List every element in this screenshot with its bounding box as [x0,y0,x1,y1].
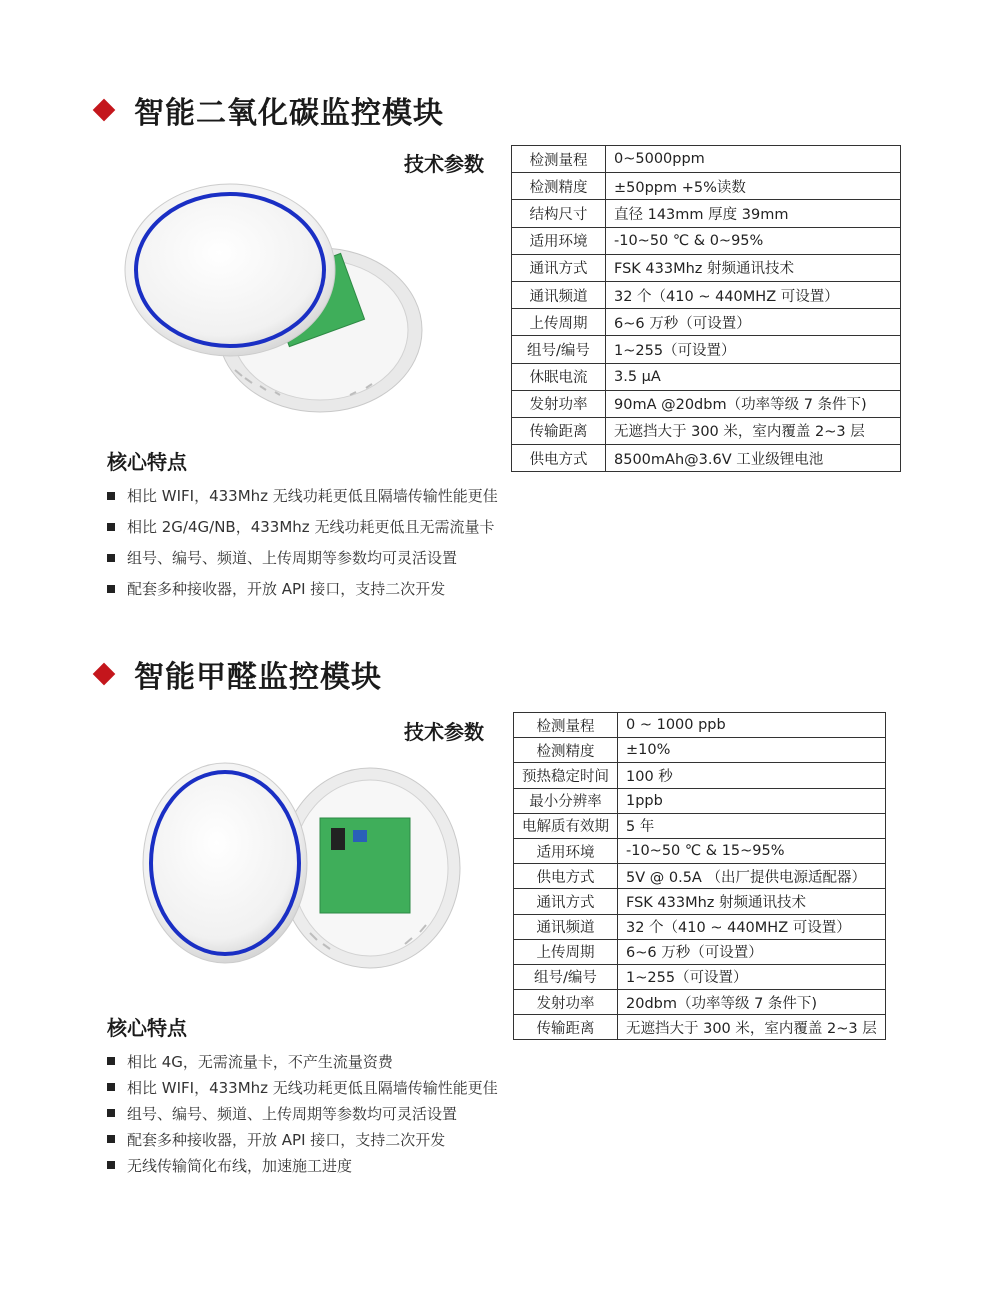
spec-value: 无遮挡大于 300 米，室内覆盖 2~3 层 [618,1015,886,1040]
spec-value: ±50ppm +5%读数 [606,173,901,200]
spec-row [512,227,901,254]
spec-row [512,363,901,390]
spec-row [514,813,886,838]
spec-value: -10~50 ℃ & 0~95% [606,227,901,254]
spec-row [514,713,886,738]
spec-value: 5 年 [618,813,886,838]
spec-row [514,763,886,788]
spec-value: 100 秒 [618,763,886,788]
spec-key: 检测量程 [512,146,606,173]
feature-item [107,1126,498,1152]
spec-key: 最小分辨率 [514,788,618,813]
features-title: 核心特点 [107,1016,187,1040]
section-title: 智能二氧化碳监控模块 [134,96,444,131]
feature-item [107,542,498,573]
spec-key: 休眠电流 [512,363,606,390]
spec-label: 技术参数 [404,152,484,176]
spec-value: -10~50 ℃ & 15~95% [618,838,886,863]
spec-key: 供电方式 [514,864,618,889]
spec-table [513,712,886,1040]
spec-key: 供电方式 [512,445,606,472]
feature-item [107,1100,498,1126]
spec-key: 上传周期 [514,939,618,964]
spec-value: 32 个（410 ~ 440MHZ 可设置） [618,914,886,939]
spec-value: 0 ~ 1000 ppb [618,713,886,738]
spec-row [514,939,886,964]
feature-text: 相比 4G，无需流量卡，不产生流量资费 [127,1052,393,1071]
spec-label: 技术参数 [404,720,484,744]
square-bullet-icon [107,1083,115,1091]
spec-value: ±10% [618,738,886,763]
feature-item [107,480,498,511]
section-heading [96,652,382,696]
feature-text: 组号、编号、频道、上传周期等参数均可灵活设置 [127,549,458,567]
spec-key: 结构尺寸 [512,200,606,227]
spec-key: 传输距离 [512,417,606,444]
spec-row [512,445,901,472]
square-bullet-icon [107,1057,115,1065]
spec-key: 检测精度 [514,738,618,763]
spec-key: 通讯方式 [512,254,606,281]
feature-text: 相比 2G/4G/NB，433Mhz 无线功耗更低且无需流量卡 [127,518,495,536]
spec-key: 通讯方式 [514,889,618,914]
spec-row [514,1015,886,1040]
feature-item [107,511,498,542]
feature-item [107,1152,498,1178]
spec-value: 1~255（可设置） [618,964,886,989]
feature-item [107,1074,498,1100]
spec-key: 发射功率 [512,390,606,417]
spec-key: 组号/编号 [512,336,606,363]
spec-key: 适用环境 [512,227,606,254]
spec-row [514,889,886,914]
spec-row [512,173,901,200]
section-formaldehyde [0,620,1000,1289]
spec-row [514,838,886,863]
spec-key: 电解质有效期 [514,813,618,838]
spec-value: 6~6 万秒（可设置） [606,309,901,336]
feature-text: 配套多种接收器，开放 API 接口，支持二次开发 [127,580,446,598]
spec-value: 90mA @20dbm（功率等级 7 条件下) [606,390,901,417]
spec-key: 发射功率 [514,990,618,1015]
diamond-bullet-icon [93,663,116,686]
square-bullet-icon [107,523,115,531]
square-bullet-icon [107,585,115,593]
spec-row [514,964,886,989]
spec-value: 3.5 μA [606,363,901,390]
feature-text: 组号、编号、频道、上传周期等参数均可灵活设置 [127,1104,458,1123]
spec-value: 32 个（410 ~ 440MHZ 可设置） [606,281,901,308]
spec-value: 20dbm（功率等级 7 条件下) [618,990,886,1015]
spec-key: 检测量程 [514,713,618,738]
square-bullet-icon [107,492,115,500]
section-heading [96,88,444,132]
diamond-bullet-icon [93,99,116,122]
spec-value: 8500mAh@3.6V 工业级锂电池 [606,445,901,472]
spec-row [512,281,901,308]
spec-row [512,200,901,227]
formaldehyde-sensor-product-image [135,758,465,988]
spec-row [514,990,886,1015]
spec-value: 5V @ 0.5A （出厂提供电源适配器） [618,864,886,889]
spec-row [512,417,901,444]
square-bullet-icon [107,1135,115,1143]
spec-value: FSK 433Mhz 射频通讯技术 [618,889,886,914]
spec-row [514,788,886,813]
spec-row [512,146,901,173]
square-bullet-icon [107,1109,115,1117]
spec-row [514,914,886,939]
feature-text: 相比 WIFI，433Mhz 无线功耗更低且隔墙传输性能更佳 [127,487,498,505]
spec-value: 0~5000ppm [606,146,901,173]
spec-row [512,390,901,417]
spec-key: 适用环境 [514,838,618,863]
feature-text: 配套多种接收器，开放 API 接口，支持二次开发 [127,1130,446,1149]
spec-key: 上传周期 [512,309,606,336]
spec-value: 1~255（可设置） [606,336,901,363]
spec-key: 检测精度 [512,173,606,200]
spec-row [514,864,886,889]
feature-item [107,573,498,604]
features-list [107,480,498,604]
spec-value: 无遮挡大于 300 米，室内覆盖 2~3 层 [606,417,901,444]
spec-key: 通讯频道 [512,281,606,308]
feature-text: 相比 WIFI，433Mhz 无线功耗更低且隔墙传输性能更佳 [127,1078,498,1097]
spec-key: 组号/编号 [514,964,618,989]
features-title: 核心特点 [107,450,187,474]
spec-row [512,254,901,281]
spec-value: 直径 143mm 厚度 39mm [606,200,901,227]
square-bullet-icon [107,1161,115,1169]
feature-item [107,1048,498,1074]
spec-row [514,738,886,763]
spec-key: 预热稳定时间 [514,763,618,788]
spec-table [511,145,901,472]
spec-key: 传输距离 [514,1015,618,1040]
feature-text: 无线传输简化布线，加速施工进度 [127,1156,353,1175]
spec-row [512,336,901,363]
section-title: 智能甲醛监控模块 [134,660,382,695]
section-co2 [0,0,1000,620]
features-list [107,1048,498,1178]
square-bullet-icon [107,554,115,562]
spec-row [512,309,901,336]
spec-key: 通讯频道 [514,914,618,939]
spec-value: FSK 433Mhz 射频通讯技术 [606,254,901,281]
co2-sensor-product-image [120,180,430,420]
spec-value: 6~6 万秒（可设置） [618,939,886,964]
spec-value: 1ppb [618,788,886,813]
